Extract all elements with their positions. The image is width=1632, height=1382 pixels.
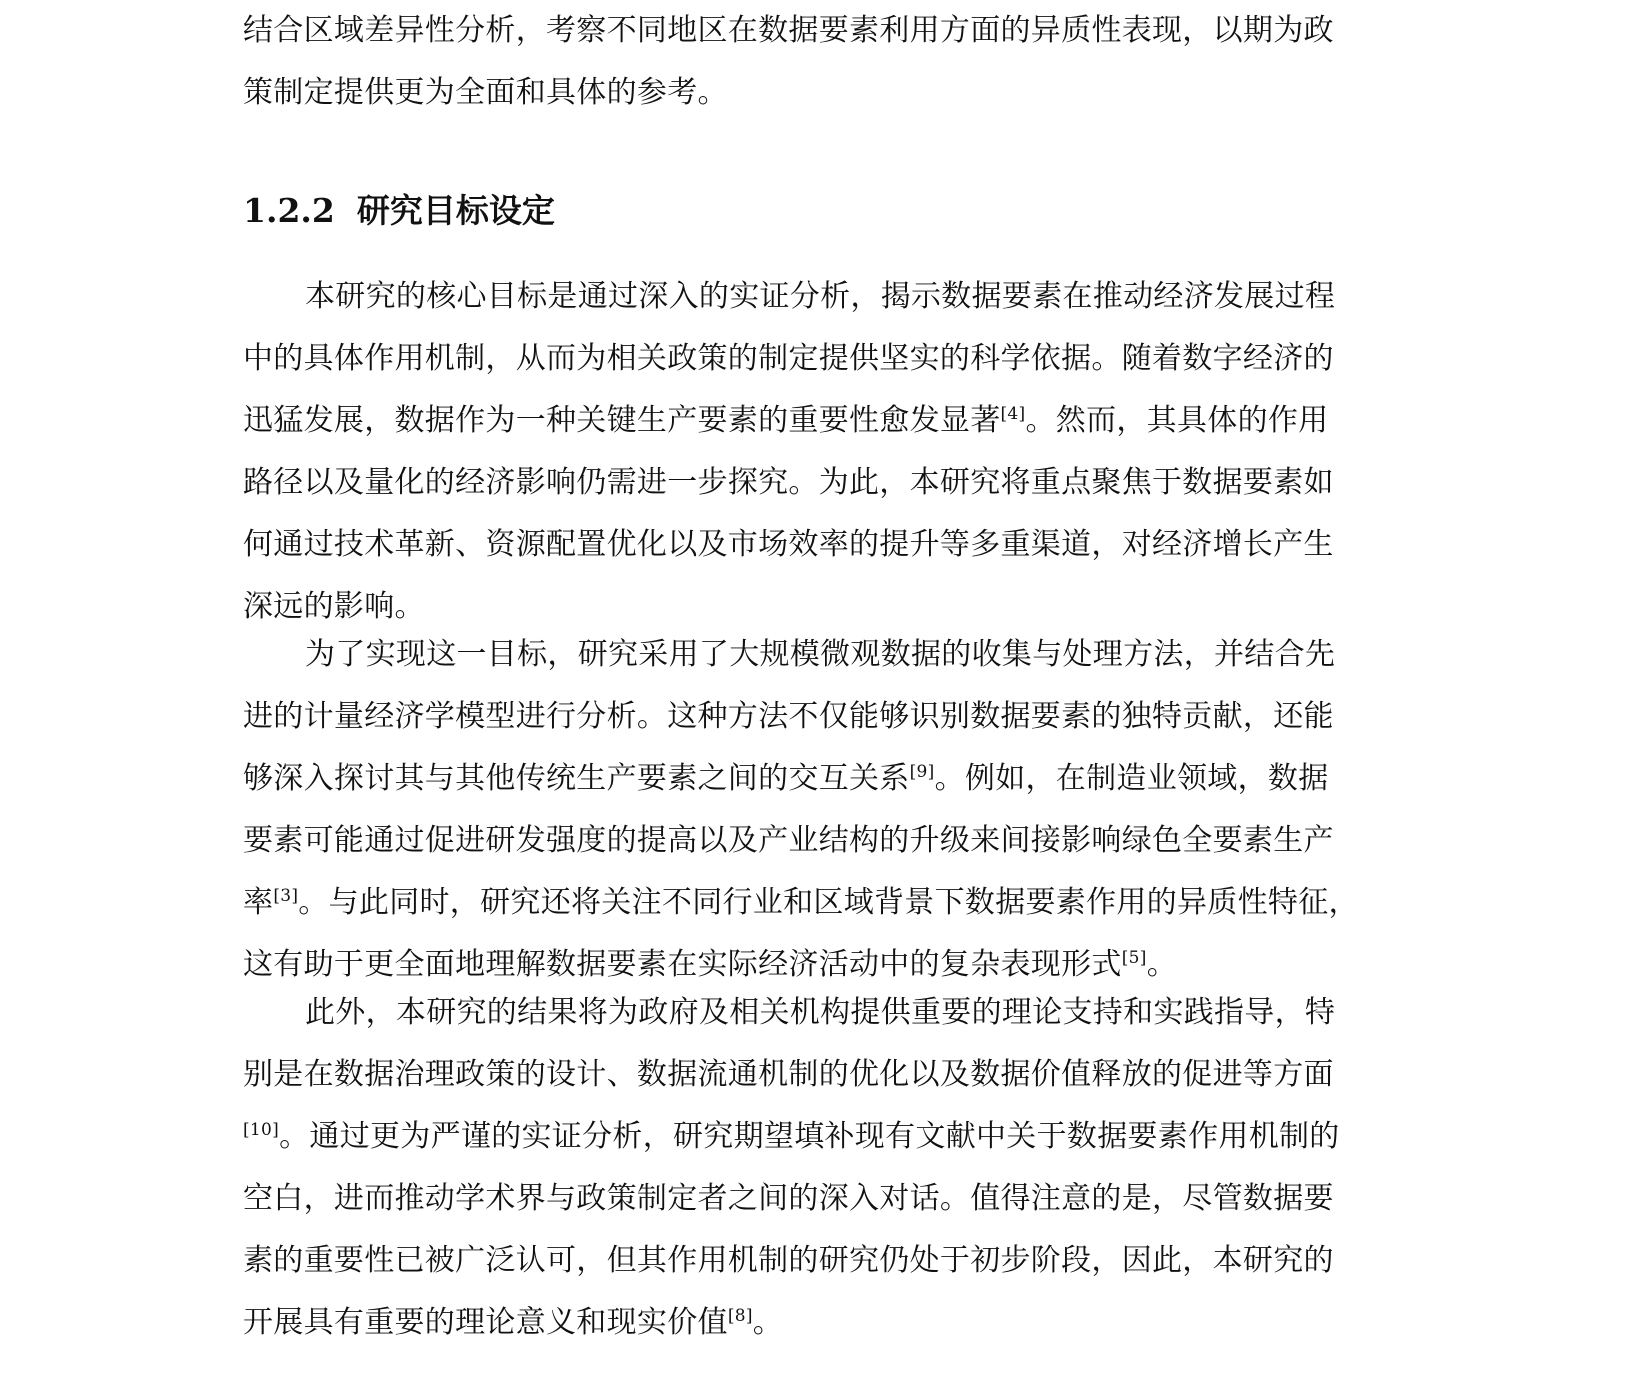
text-line: 中的具体作用机制，从而为相关政策的制定提供坚实的科学依据。随着数字经济的 [243,341,1334,376]
text-line: 此外，本研究的结果将为政府及相关机构提供重要的理论支持和实践指导，特 [305,995,1336,1030]
text-line: 空白，进而推动学术界与政策制定者之间的深入对话。值得注意的是，尽管数据要 [243,1181,1334,1216]
text-line: 结合区域差异性分析，考察不同地区在数据要素利用方面的异质性表现，以期为政 [243,13,1334,48]
citation-ref[interactable]: [9] [909,762,935,782]
text-line: 深远的影响。 [243,589,425,624]
section-heading [243,180,555,242]
paragraph-2 [243,624,1359,996]
text-line: 开展具有重要的理论意义和现实价值[8]。 [243,1305,784,1340]
paragraph-3 [243,982,1340,1354]
text-line: 策制定提供更为全面和具体的参考。 [243,75,728,110]
citation-ref[interactable]: [3] [273,886,299,906]
citation-ref[interactable]: [4] [1000,404,1026,424]
text-line: 为了实现这一目标，研究采用了大规模微观数据的收集与处理方法，并结合先 [305,637,1336,672]
citation-ref[interactable]: [8] [727,1306,753,1326]
text-line: 够深入探讨其与其他传统生产要素之间的交互关系[9]。例如，在制造业领域，数据 [243,761,1329,796]
text-line: [10]。通过更为严谨的实证分析，研究期望填补现有文献中关于数据要素作用机制的 [243,1119,1340,1154]
text-line: 迅猛发展，数据作为一种关键生产要素的重要性愈发显著[4]。然而，其具体的作用 [243,403,1329,438]
paragraph-continuation [243,0,1334,124]
text-line: 素的重要性已被广泛认可，但其作用机制的研究仍处于初步阶段，因此，本研究的 [243,1243,1334,1278]
text-line: 本研究的核心目标是通过深入的实证分析，揭示数据要素在推动经济发展过程 [305,279,1336,314]
citation-ref[interactable]: [5] [1121,948,1147,968]
text-line: 别是在数据治理政策的设计、数据流通机制的优化以及数据价值释放的促进等方面 [243,1057,1334,1092]
section-number: 1.2.2 [243,191,335,230]
section-title: 研究目标设定 [356,191,555,230]
citation-ref[interactable]: [10] [243,1120,280,1140]
text-line: 何通过技术革新、资源配置优化以及市场效率的提升等多重渠道，对经济增长产生 [243,527,1334,562]
text-line: 路径以及量化的经济影响仍需进一步探究。为此，本研究将重点聚焦于数据要素如 [243,465,1334,500]
paragraph-1 [243,266,1335,638]
text-line: 这有助于更全面地理解数据要素在实际经济活动中的复杂表现形式[5]。 [243,947,1177,982]
text-line: 要素可能通过促进研发强度的提高以及产业结构的升级来间接影响绿色全要素生产 [243,823,1334,858]
text-line: 进的计量经济学模型进行分析。这种方法不仅能够识别数据要素的独特贡献，还能 [243,699,1334,734]
text-line: 率[3]。与此同时，研究还将关注不同行业和区域背景下数据要素作用的异质性特征， [243,885,1359,920]
